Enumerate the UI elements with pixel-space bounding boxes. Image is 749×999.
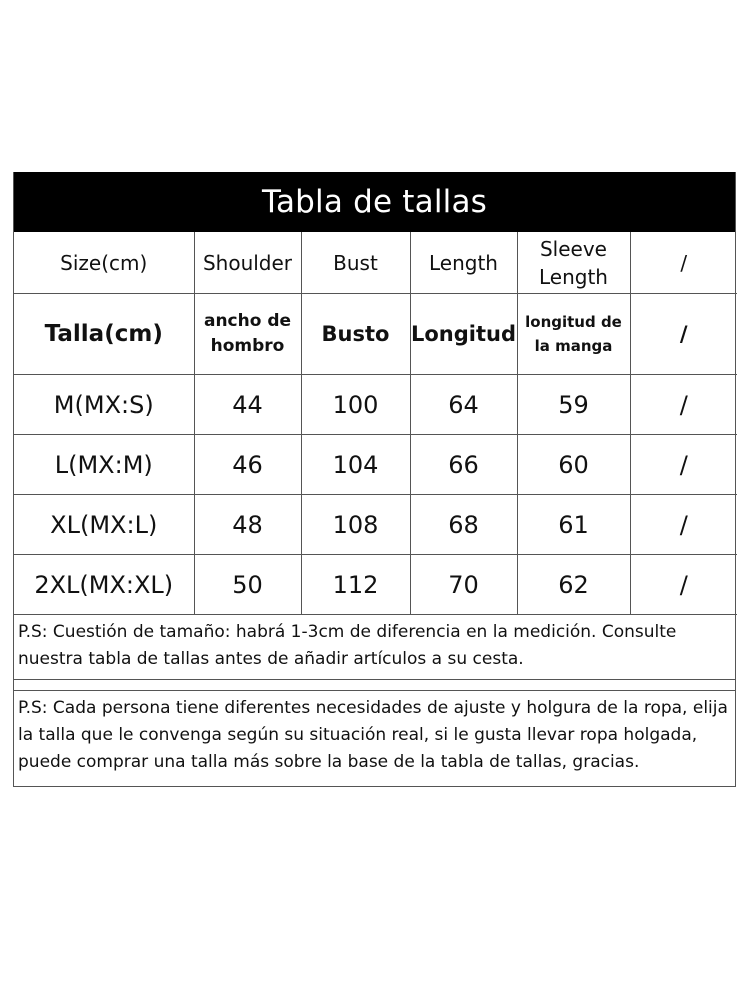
cell-sleeve: 61: [517, 495, 630, 555]
table-row: [14, 555, 737, 615]
cell-bust: 108: [301, 495, 410, 555]
cell-size: 2XL(MX:XL): [14, 555, 194, 615]
header-size: Size(cm): [14, 232, 194, 294]
cell-shoulder: 50: [194, 555, 301, 615]
cell-extra: /: [630, 375, 737, 435]
header-longitud-manga: [517, 294, 630, 375]
cell-length: 66: [410, 435, 517, 495]
table-row: [14, 435, 737, 495]
cell-sleeve: 60: [517, 435, 630, 495]
cell-extra: /: [630, 555, 737, 615]
table-row: [14, 375, 737, 435]
cell-length: 64: [410, 375, 517, 435]
note-divider: [14, 680, 735, 691]
cell-shoulder: 48: [194, 495, 301, 555]
cell-sleeve: 59: [517, 375, 630, 435]
header-shoulder: Shoulder: [194, 232, 301, 294]
cell-bust: 100: [301, 375, 410, 435]
header-sleeve-length: [517, 232, 630, 294]
header-sleeve-line1: Sleeve: [539, 236, 607, 261]
note-size-difference: P.S: Cuestión de tamaño: habrá 1-3cm de diferencia en la medición. Consulte nuestra tabla de tallas antes de añadir artículos a su cesta.: [14, 615, 735, 680]
cell-shoulder: 44: [194, 375, 301, 435]
header-longitud: Longitud: [410, 294, 517, 375]
size-table: [14, 232, 737, 615]
cell-sleeve: 62: [517, 555, 630, 615]
header-ancho-line2: hombro: [210, 336, 285, 356]
cell-shoulder: 46: [194, 435, 301, 495]
header-extra: /: [630, 232, 737, 294]
header-talla: Talla(cm): [14, 294, 194, 375]
cell-bust: 104: [301, 435, 410, 495]
cell-length: 70: [410, 555, 517, 615]
cell-bust: 112: [301, 555, 410, 615]
header-ancho-de-hombro: [194, 294, 301, 375]
cell-length: 68: [410, 495, 517, 555]
cell-size: M(MX:S): [14, 375, 194, 435]
header-extra-es: /: [630, 294, 737, 375]
cell-extra: /: [630, 495, 737, 555]
header-bust: Bust: [301, 232, 410, 294]
header-manga-line1: longitud de: [525, 313, 622, 331]
header-row-spanish: [14, 294, 737, 375]
header-ancho-line1: ancho de: [203, 311, 292, 331]
cell-size: XL(MX:L): [14, 495, 194, 555]
header-length: Length: [410, 232, 517, 294]
table-row: [14, 495, 737, 555]
header-row-english: [14, 232, 737, 294]
note-fit-advice: P.S: Cada persona tiene diferentes necesidades de ajuste y holgura de la ropa, elija la talla que le convenga según su situación real, si le gusta llevar ropa holgada, puede comprar una talla más sobre la base de la tabla de tallas, gracias.: [18, 698, 728, 772]
cell-extra: /: [630, 435, 737, 495]
size-chart: [13, 172, 736, 787]
chart-title: Tabla de tallas: [14, 172, 735, 232]
header-manga-line2: la manga: [534, 337, 613, 355]
cell-size: L(MX:M): [14, 435, 194, 495]
header-busto: Busto: [301, 294, 410, 375]
header-sleeve-line2: Length: [539, 264, 608, 289]
